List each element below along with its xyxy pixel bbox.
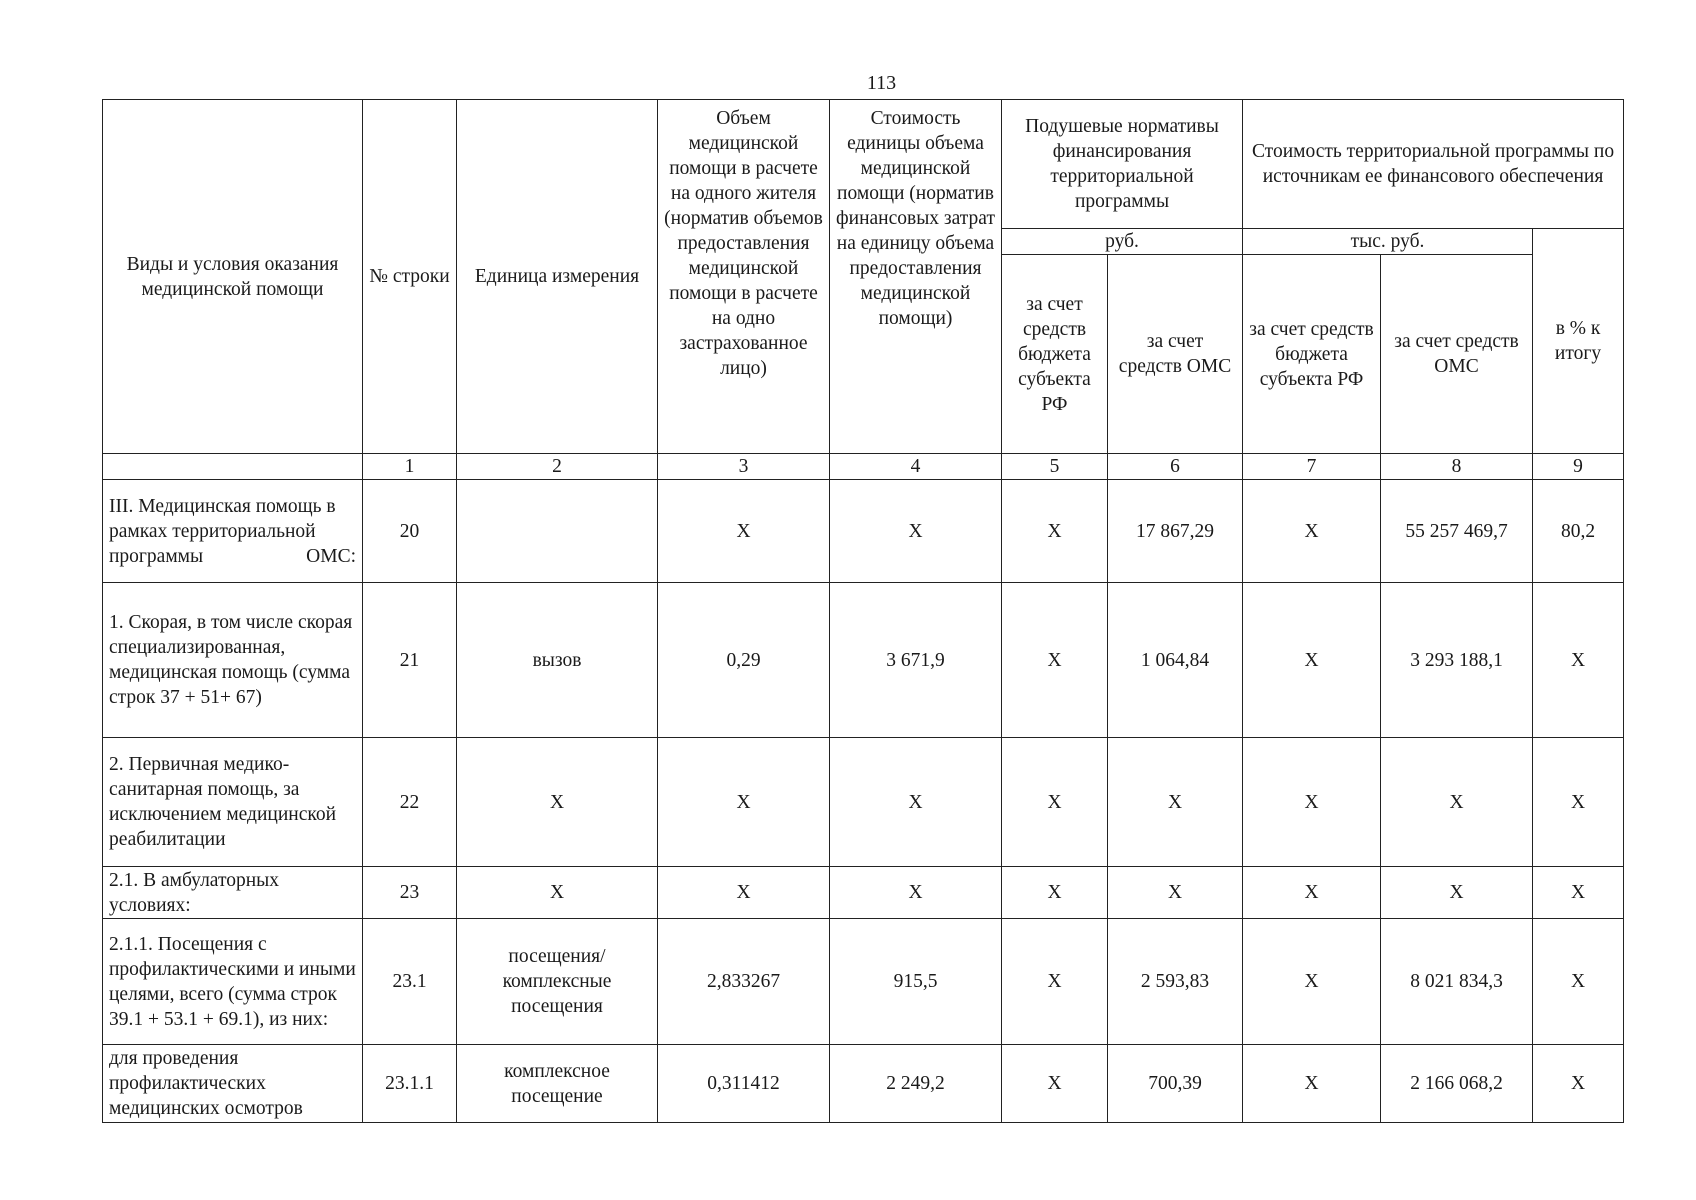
row-budget-total: X	[1243, 1045, 1381, 1123]
column-number: 8	[1381, 454, 1533, 480]
row-name: 1. Скорая, в том числе скорая специализированная, медицинская помощь (сумма строк 37 + 51+ 67)	[103, 583, 363, 738]
header-budget-subject-2: за счет средств бюджета субъекта РФ	[1243, 255, 1381, 454]
column-number: 1	[363, 454, 457, 480]
row-oms-total: 55 257 469,7	[1381, 480, 1533, 583]
row-number: 23	[363, 867, 457, 919]
column-number: 5	[1002, 454, 1108, 480]
column-number: 2	[457, 454, 658, 480]
row-volume: X	[658, 867, 830, 919]
row-cost-unit: 2 249,2	[830, 1045, 1002, 1123]
row-number: 23.1	[363, 919, 457, 1045]
header-per-capita: Подушевые нормативы финансирования территориальной программы	[1002, 100, 1243, 229]
header-percent-total: в % к итогу	[1533, 229, 1624, 454]
page-number: 113	[866, 72, 897, 94]
row-budget-per-capita: X	[1002, 738, 1108, 867]
row-oms-total: X	[1381, 738, 1533, 867]
row-budget-total: X	[1243, 480, 1381, 583]
row-budget-total: X	[1243, 738, 1381, 867]
header-unit-thousand-rub: тыс. руб.	[1243, 229, 1533, 255]
row-budget-per-capita: X	[1002, 1045, 1108, 1123]
row-percent: X	[1533, 1045, 1624, 1123]
row-unit: посещения/ комплексные посещения	[457, 919, 658, 1045]
row-name: 2. Первичная медико-санитарная помощь, за исключением медицинской реабилитации	[103, 738, 363, 867]
row-oms-per-capita: 700,39	[1108, 1045, 1243, 1123]
row-budget-per-capita: X	[1002, 867, 1108, 919]
row-budget-total: X	[1243, 583, 1381, 738]
row-volume: 0,311412	[658, 1045, 830, 1123]
header-oms: за счет средств ОМС	[1108, 255, 1243, 454]
row-oms-per-capita: 17 867,29	[1108, 480, 1243, 583]
row-oms-per-capita: X	[1108, 867, 1243, 919]
row-oms-per-capita: X	[1108, 738, 1243, 867]
row-unit: X	[457, 738, 658, 867]
row-cost-unit: X	[830, 480, 1002, 583]
header-kind: Виды и условия оказания медицинской помощи	[103, 100, 363, 454]
row-volume: X	[658, 480, 830, 583]
row-unit: комплексное посещение	[457, 1045, 658, 1123]
header-budget-subject: за счет средств бюджета субъекта РФ	[1002, 255, 1108, 454]
row-percent: X	[1533, 919, 1624, 1045]
row-budget-per-capita: X	[1002, 583, 1108, 738]
row-unit: вызов	[457, 583, 658, 738]
row-percent: X	[1533, 867, 1624, 919]
column-number: 4	[830, 454, 1002, 480]
row-oms-total: X	[1381, 867, 1533, 919]
row-number: 21	[363, 583, 457, 738]
financing-table	[102, 99, 1624, 1123]
header-volume: Объем медицинской помощи в расчете на одного жителя (норматив объемов предоставления медицинской помощи в расчете на одно застрахованное лицо)	[658, 100, 830, 454]
row-name: 2.1. В амбулаторных условиях:	[103, 867, 363, 919]
row-volume: 0,29	[658, 583, 830, 738]
row-cost-unit: 915,5	[830, 919, 1002, 1045]
row-unit	[457, 480, 658, 583]
column-number: 3	[658, 454, 830, 480]
row-budget-per-capita: X	[1002, 919, 1108, 1045]
row-budget-per-capita: X	[1002, 480, 1108, 583]
row-oms-per-capita: 1 064,84	[1108, 583, 1243, 738]
row-oms-per-capita: 2 593,83	[1108, 919, 1243, 1045]
table-row	[103, 583, 1624, 738]
column-number: 7	[1243, 454, 1381, 480]
row-budget-total: X	[1243, 919, 1381, 1045]
row-unit: X	[457, 867, 658, 919]
column-number: 6	[1108, 454, 1243, 480]
table-row	[103, 867, 1624, 919]
header-cost-unit: Стоимость единицы объема медицинской помощи (норматив финансовых затрат на единицу объема предоставления медицинской помощи)	[830, 100, 1002, 454]
column-number: 9	[1533, 454, 1624, 480]
row-oms-total: 3 293 188,1	[1381, 583, 1533, 738]
header-row-no: № строки	[363, 100, 457, 454]
header-unit-rub: руб.	[1002, 229, 1243, 255]
column-number	[103, 454, 363, 480]
header-program-cost: Стоимость территориальной программы по источникам ее финансового обеспечения	[1243, 100, 1624, 229]
header-unit: Единица измерения	[457, 100, 658, 454]
row-number: 23.1.1	[363, 1045, 457, 1123]
row-oms-total: 2 166 068,2	[1381, 1045, 1533, 1123]
header-oms-2: за счет средств ОМС	[1381, 255, 1533, 454]
row-volume: X	[658, 738, 830, 867]
row-cost-unit: X	[830, 867, 1002, 919]
table-row	[103, 919, 1624, 1045]
row-percent: 80,2	[1533, 480, 1624, 583]
table-row	[103, 1045, 1624, 1123]
row-number: 20	[363, 480, 457, 583]
row-number: 22	[363, 738, 457, 867]
column-numbers-row	[103, 454, 1624, 480]
row-percent: X	[1533, 583, 1624, 738]
row-cost-unit: 3 671,9	[830, 583, 1002, 738]
row-name: III. Медицинская помощь в рамках территориальной программы ОМС:	[103, 480, 363, 583]
row-volume: 2,833267	[658, 919, 830, 1045]
row-budget-total: X	[1243, 867, 1381, 919]
table-row	[103, 738, 1624, 867]
row-name: 2.1.1. Посещения с профилактическими и иными целями, всего (сумма строк 39.1 + 53.1 + 69.1), из них:	[103, 919, 363, 1045]
row-percent: X	[1533, 738, 1624, 867]
row-name: для проведения профилактических медицинских осмотров	[103, 1045, 363, 1123]
table-row	[103, 480, 1624, 583]
row-oms-total: 8 021 834,3	[1381, 919, 1533, 1045]
row-cost-unit: X	[830, 738, 1002, 867]
